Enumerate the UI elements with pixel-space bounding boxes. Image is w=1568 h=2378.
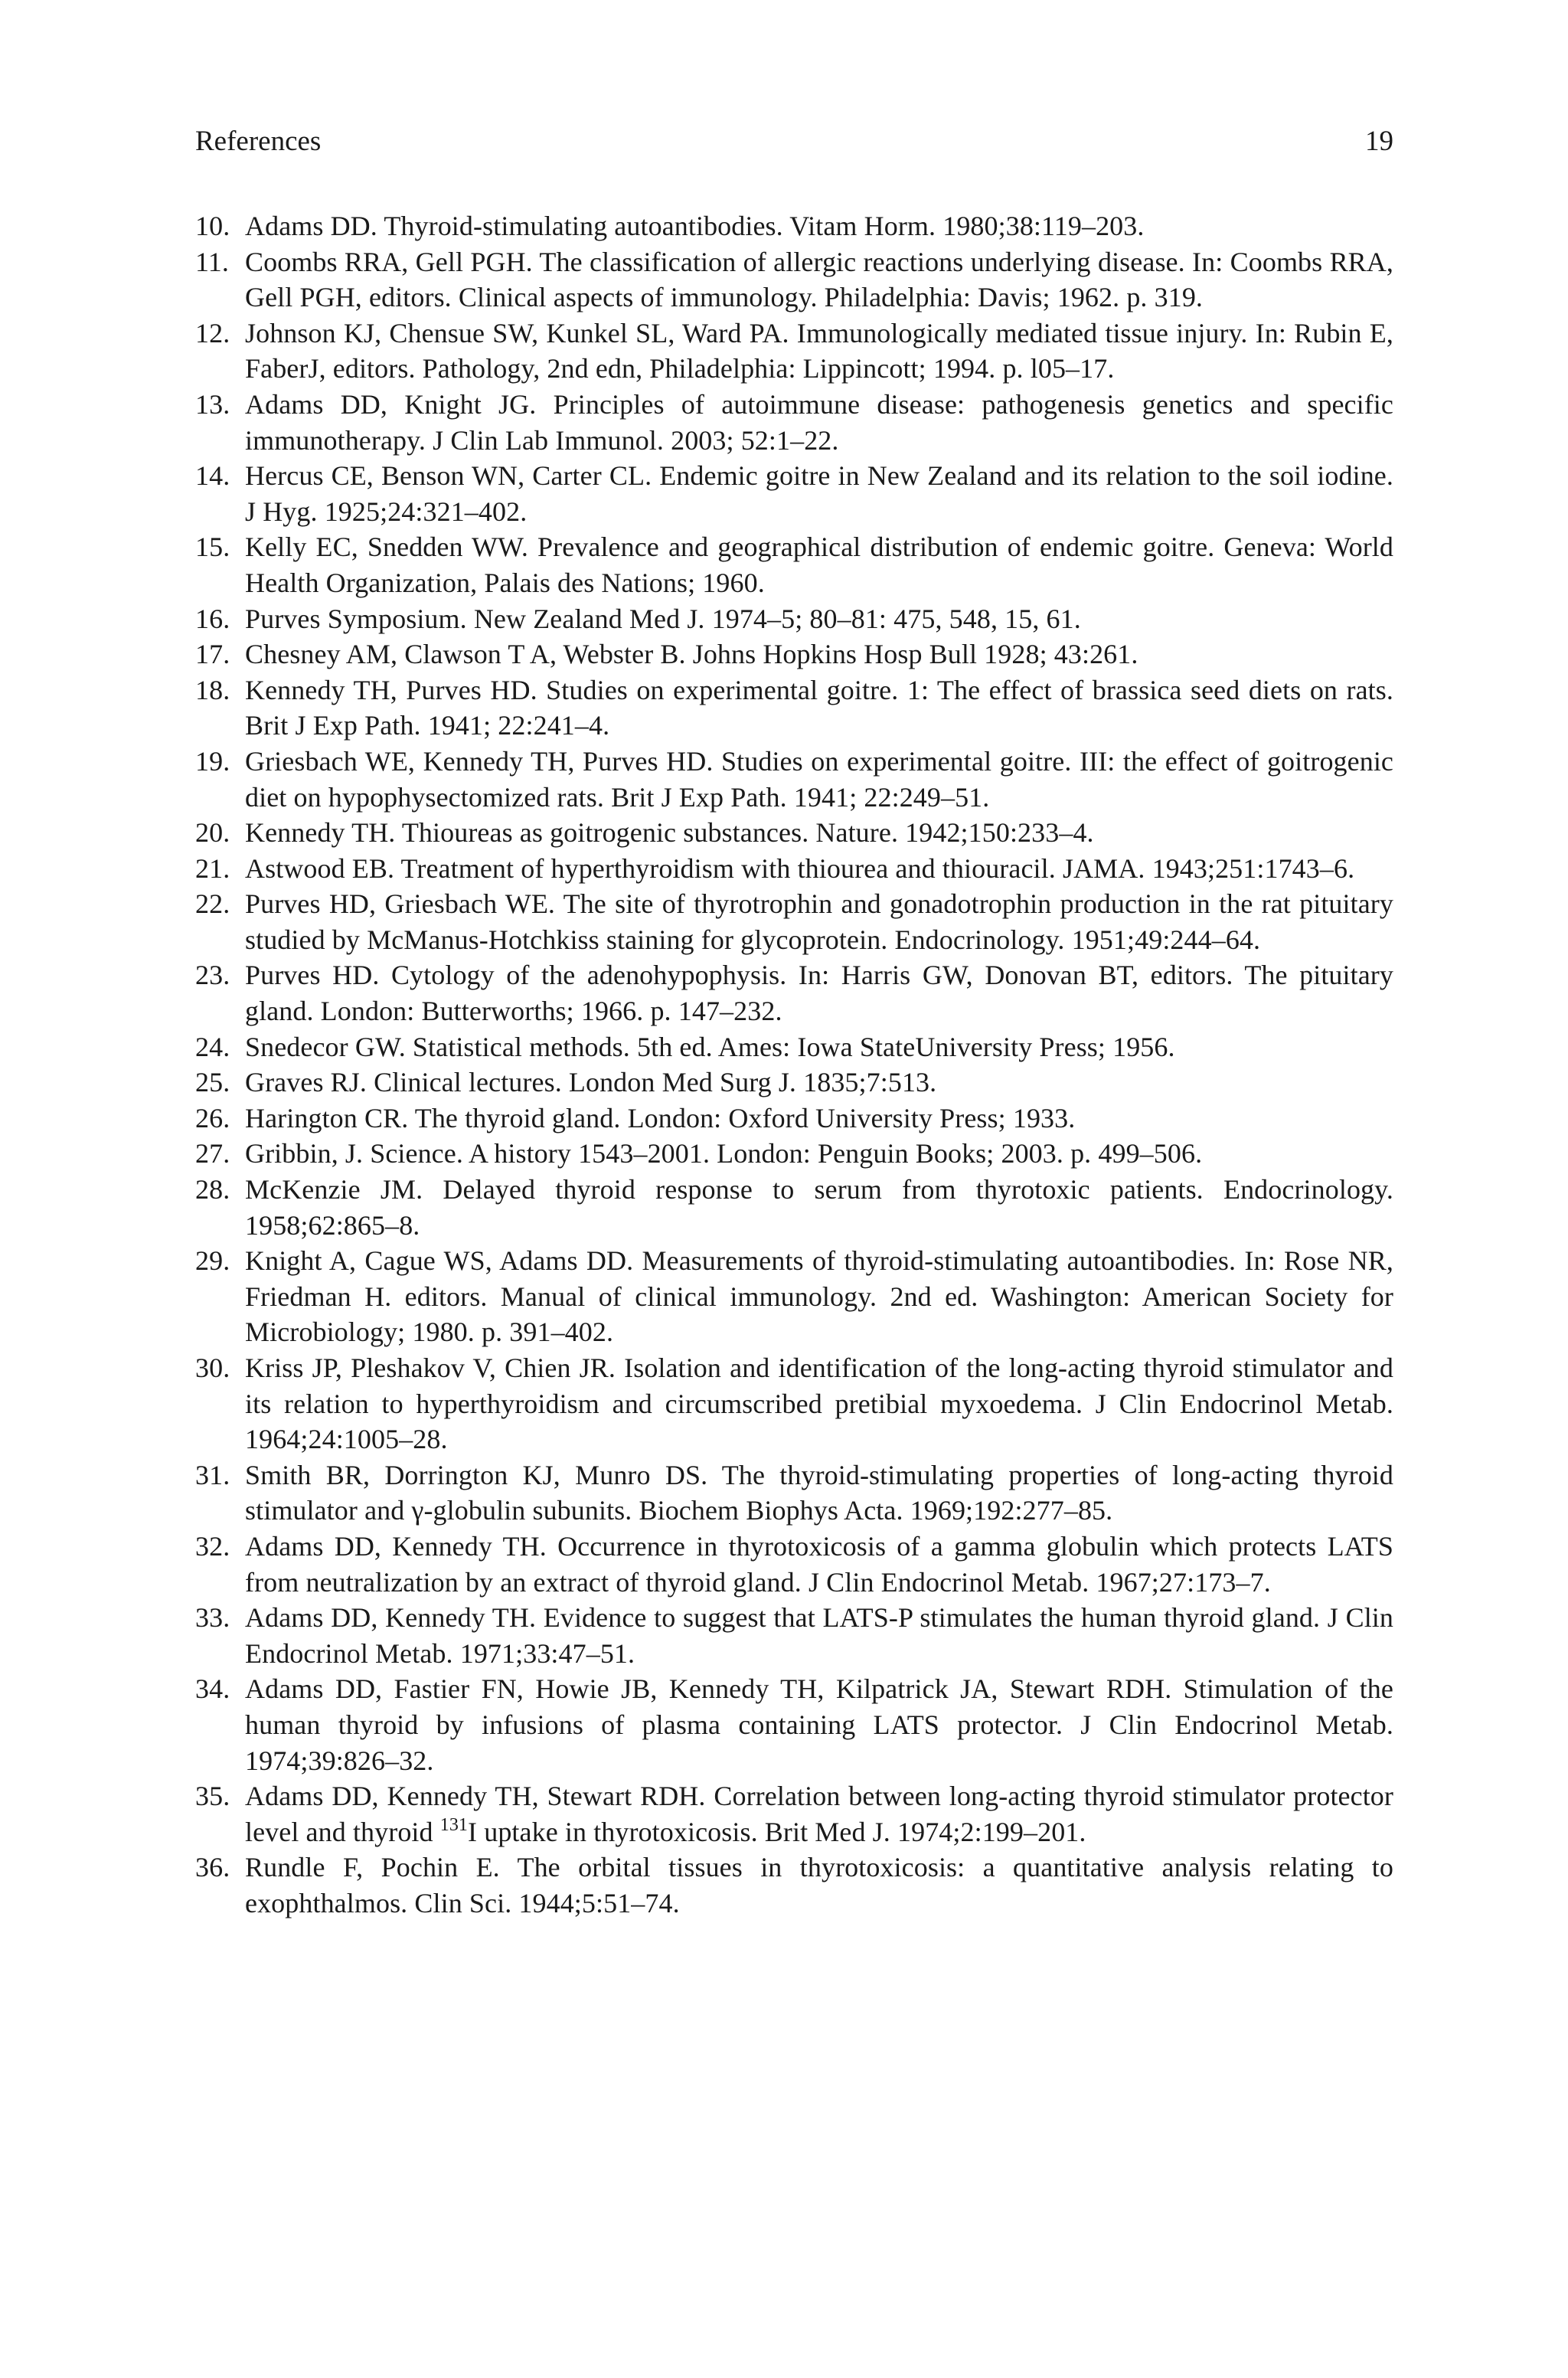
reference-list	[195, 208, 1393, 1922]
reference-number: 20.	[195, 817, 230, 849]
reference-text: Johnson KJ, Chensue SW, Kunkel SL, Ward PA. Immunologically mediated tissue injury. In: Rubin E, FaberJ, editors. Pathology, 2nd edn, Philadelphia: Lippincott; 1994. p. l05–17.	[245, 317, 1393, 384]
reference-text: McKenzie JM. Delayed thyroid response to serum from thyrotoxic patients. Endocrinology. 1958;62:865–8.	[245, 1174, 1393, 1241]
reference-number: 28.	[195, 1174, 230, 1205]
reference-item	[195, 1136, 1393, 1172]
reference-number: 18.	[195, 674, 230, 705]
reference-text: Adams DD, Fastier FN, Howie JB, Kennedy TH, Kilpatrick JA, Stewart RDH. Stimulation of the human thyroid by infusions of plasma containing LATS protector. J Clin Endocrinol Metab. 1974;39:826–32.	[245, 1673, 1393, 1776]
reference-item	[195, 529, 1393, 600]
reference-number: 11.	[195, 246, 229, 277]
reference-number: 30.	[195, 1353, 230, 1383]
reference-text: Smith BR, Dorrington KJ, Munro DS. The thyroid-stimulating properties of long-acting thyroid stimulator and γ-globulin subunits. Biochem Biophys Acta. 1969;192:277–85.	[245, 1459, 1393, 1526]
reference-text: Kelly EC, Snedden WW. Prevalence and geographical distribution of endemic goitre. Geneva: World Health Organization, Palais des Nations; 1960.	[245, 532, 1393, 598]
reference-text: Kennedy TH, Purves HD. Studies on experimental goitre. 1: The effect of brassica seed diets on rats. Brit J Exp Path. 1941; 22:241–4.	[245, 674, 1393, 741]
reference-text: Astwood EB. Treatment of hyperthyroidism with thiourea and thiouracil. JAMA. 1943;251:1743–6.	[245, 852, 1355, 884]
reference-text: Snedecor GW. Statistical methods. 5th ed. Ames: Iowa StateUniversity Press; 1956.	[245, 1031, 1175, 1062]
reference-text-before: Adams DD, Kennedy TH, Stewart RDH. Correlation between long-acting thyroid stimulator protector level and thyroid	[245, 1781, 1393, 1847]
reference-item	[195, 244, 1393, 316]
reference-item	[195, 636, 1393, 672]
running-head	[195, 123, 1393, 161]
reference-text: Knight A, Cague WS, Adams DD. Measurements of thyroid-stimulating autoantibodies. In: Rose NR, Friedman H. editors. Manual of clinical immunology. 2nd ed. Washington: American Society for Microbiology; 1980. p. 391–402.	[245, 1245, 1393, 1348]
reference-item	[195, 1457, 1393, 1529]
reference-text: Purves HD. Cytology of the adenohypophysis. In: Harris GW, Donovan BT, editors. The pituitary gland. London: Butterworths; 1966. p. 147–232.	[245, 960, 1393, 1027]
reference-text: Adams DD, Knight JG. Principles of autoimmune disease: pathogenesis genetics and specific immunotherapy. J Clin Lab Immunol. 2003; 52:1–22.	[245, 388, 1393, 456]
reference-text-after: I uptake in thyrotoxicosis. Brit Med J. 1974;2:199–201.	[468, 1816, 1086, 1847]
reference-text: Griesbach WE, Kennedy TH, Purves HD. Studies on experimental goitre. III: the effect of goitrogenic diet on hypophysectomized rats. Brit J Exp Path. 1941; 22:249–51.	[245, 745, 1393, 813]
reference-number: 27.	[195, 1138, 230, 1169]
reference-number: 19.	[195, 745, 230, 777]
reference-number: 26.	[195, 1102, 230, 1133]
reference-text: Adams DD. Thyroid-stimulating autoantibodies. Vitam Horm. 1980;38:119–203.	[245, 211, 1145, 241]
reference-item	[195, 1671, 1393, 1778]
reference-text: Adams DD, Kennedy TH. Evidence to suggest that LATS-P stimulates the human thyroid gland. J Clin Endocrinol Metab. 1971;33:47–51.	[245, 1602, 1393, 1669]
reference-item	[195, 1850, 1393, 1921]
reference-number: 32.	[195, 1530, 230, 1562]
reference-number: 23.	[195, 960, 230, 991]
reference-item	[195, 1529, 1393, 1600]
reference-text	[245, 1781, 1393, 1847]
reference-item	[195, 208, 1393, 244]
reference-text: Purves HD, Griesbach WE. The site of thyrotrophin and gonadotrophin production in the rat pituitary studied by McManus-Hotchkiss staining for glycoprotein. Endocrinology. 1951;49:244–64.	[245, 888, 1393, 955]
reference-text: Harington CR. The thyroid gland. London: Oxford University Press; 1933.	[245, 1102, 1076, 1133]
reference-item	[195, 1243, 1393, 1350]
reference-item	[195, 1600, 1393, 1671]
reference-text: Kennedy TH. Thioureas as goitrogenic substances. Nature. 1942;150:233–4.	[245, 817, 1094, 849]
reference-item	[195, 1350, 1393, 1457]
reference-item	[195, 672, 1393, 744]
reference-number: 34.	[195, 1673, 230, 1705]
reference-text: Rundle F, Pochin E. The orbital tissues in thyrotoxicosis: a quantitative analysis relating to exophthalmos. Clin Sci. 1944;5:51–74.	[245, 1852, 1393, 1918]
reference-number: 33.	[195, 1602, 230, 1634]
reference-number: 21.	[195, 852, 230, 884]
reference-text: Hercus CE, Benson WN, Carter CL. Endemic goitre in New Zealand and its relation to the soil iodine. J Hyg. 1925;24:321–402.	[245, 460, 1393, 527]
isotope-superscript: 131	[439, 1814, 469, 1835]
section-title: References	[195, 126, 322, 157]
reference-item	[195, 815, 1393, 851]
reference-item	[195, 851, 1393, 887]
reference-text: Chesney AM, Clawson T A, Webster B. Johns Hopkins Hosp Bull 1928; 43:261.	[245, 639, 1138, 670]
reference-item	[195, 1065, 1393, 1101]
reference-number: 15.	[195, 532, 230, 563]
reference-text: Coombs RRA, Gell PGH. The classification of allergic reactions underlying disease. In: Coombs RRA, Gell PGH, editors. Clinical aspects of immunology. Philadelphia: Davis; 1962. p. 319.	[245, 246, 1393, 313]
reference-number: 31.	[195, 1459, 230, 1490]
reference-item	[195, 1172, 1393, 1243]
reference-number: 14.	[195, 460, 230, 492]
reference-text: Adams DD, Kennedy TH. Occurrence in thyrotoxicosis of a gamma globulin which protects LATS from neutralization by an extract of thyroid gland. J Clin Endocrinol Metab. 1967;27:173–7.	[245, 1530, 1393, 1598]
reference-item	[195, 744, 1393, 815]
reference-number: 29.	[195, 1245, 230, 1277]
reference-item	[195, 1101, 1393, 1137]
reference-item	[195, 886, 1393, 957]
reference-text: Purves Symposium. New Zealand Med J. 1974–5; 80–81: 475, 548, 15, 61.	[245, 603, 1081, 634]
reference-number: 36.	[195, 1852, 230, 1883]
reference-item	[195, 601, 1393, 637]
reference-item	[195, 1778, 1393, 1850]
page-number: 19	[1365, 126, 1393, 157]
reference-number: 10.	[195, 211, 230, 241]
reference-item	[195, 316, 1393, 387]
reference-number: 35.	[195, 1781, 230, 1812]
reference-number: 24.	[195, 1031, 230, 1062]
reference-text: Graves RJ. Clinical lectures. London Med Surg J. 1835;7:513.	[245, 1067, 937, 1098]
reference-item	[195, 1029, 1393, 1065]
reference-text: Kriss JP, Pleshakov V, Chien JR. Isolation and identification of the long-acting thyroid stimulator and its relation to hyperthyroidism and circumscribed pretibial myxoedema. J Clin Endocrinol Metab. 1964;24:1005–28.	[245, 1353, 1393, 1455]
reference-number: 13.	[195, 388, 230, 420]
reference-item	[195, 387, 1393, 458]
reference-number: 12.	[195, 317, 230, 348]
reference-number: 25.	[195, 1067, 230, 1098]
reference-item	[195, 957, 1393, 1029]
reference-number: 16.	[195, 603, 230, 634]
reference-number: 17.	[195, 639, 230, 670]
reference-text: Gribbin, J. Science. A history 1543–2001. London: Penguin Books; 2003. p. 499–506.	[245, 1138, 1203, 1169]
reference-item	[195, 458, 1393, 529]
reference-number: 22.	[195, 888, 230, 920]
